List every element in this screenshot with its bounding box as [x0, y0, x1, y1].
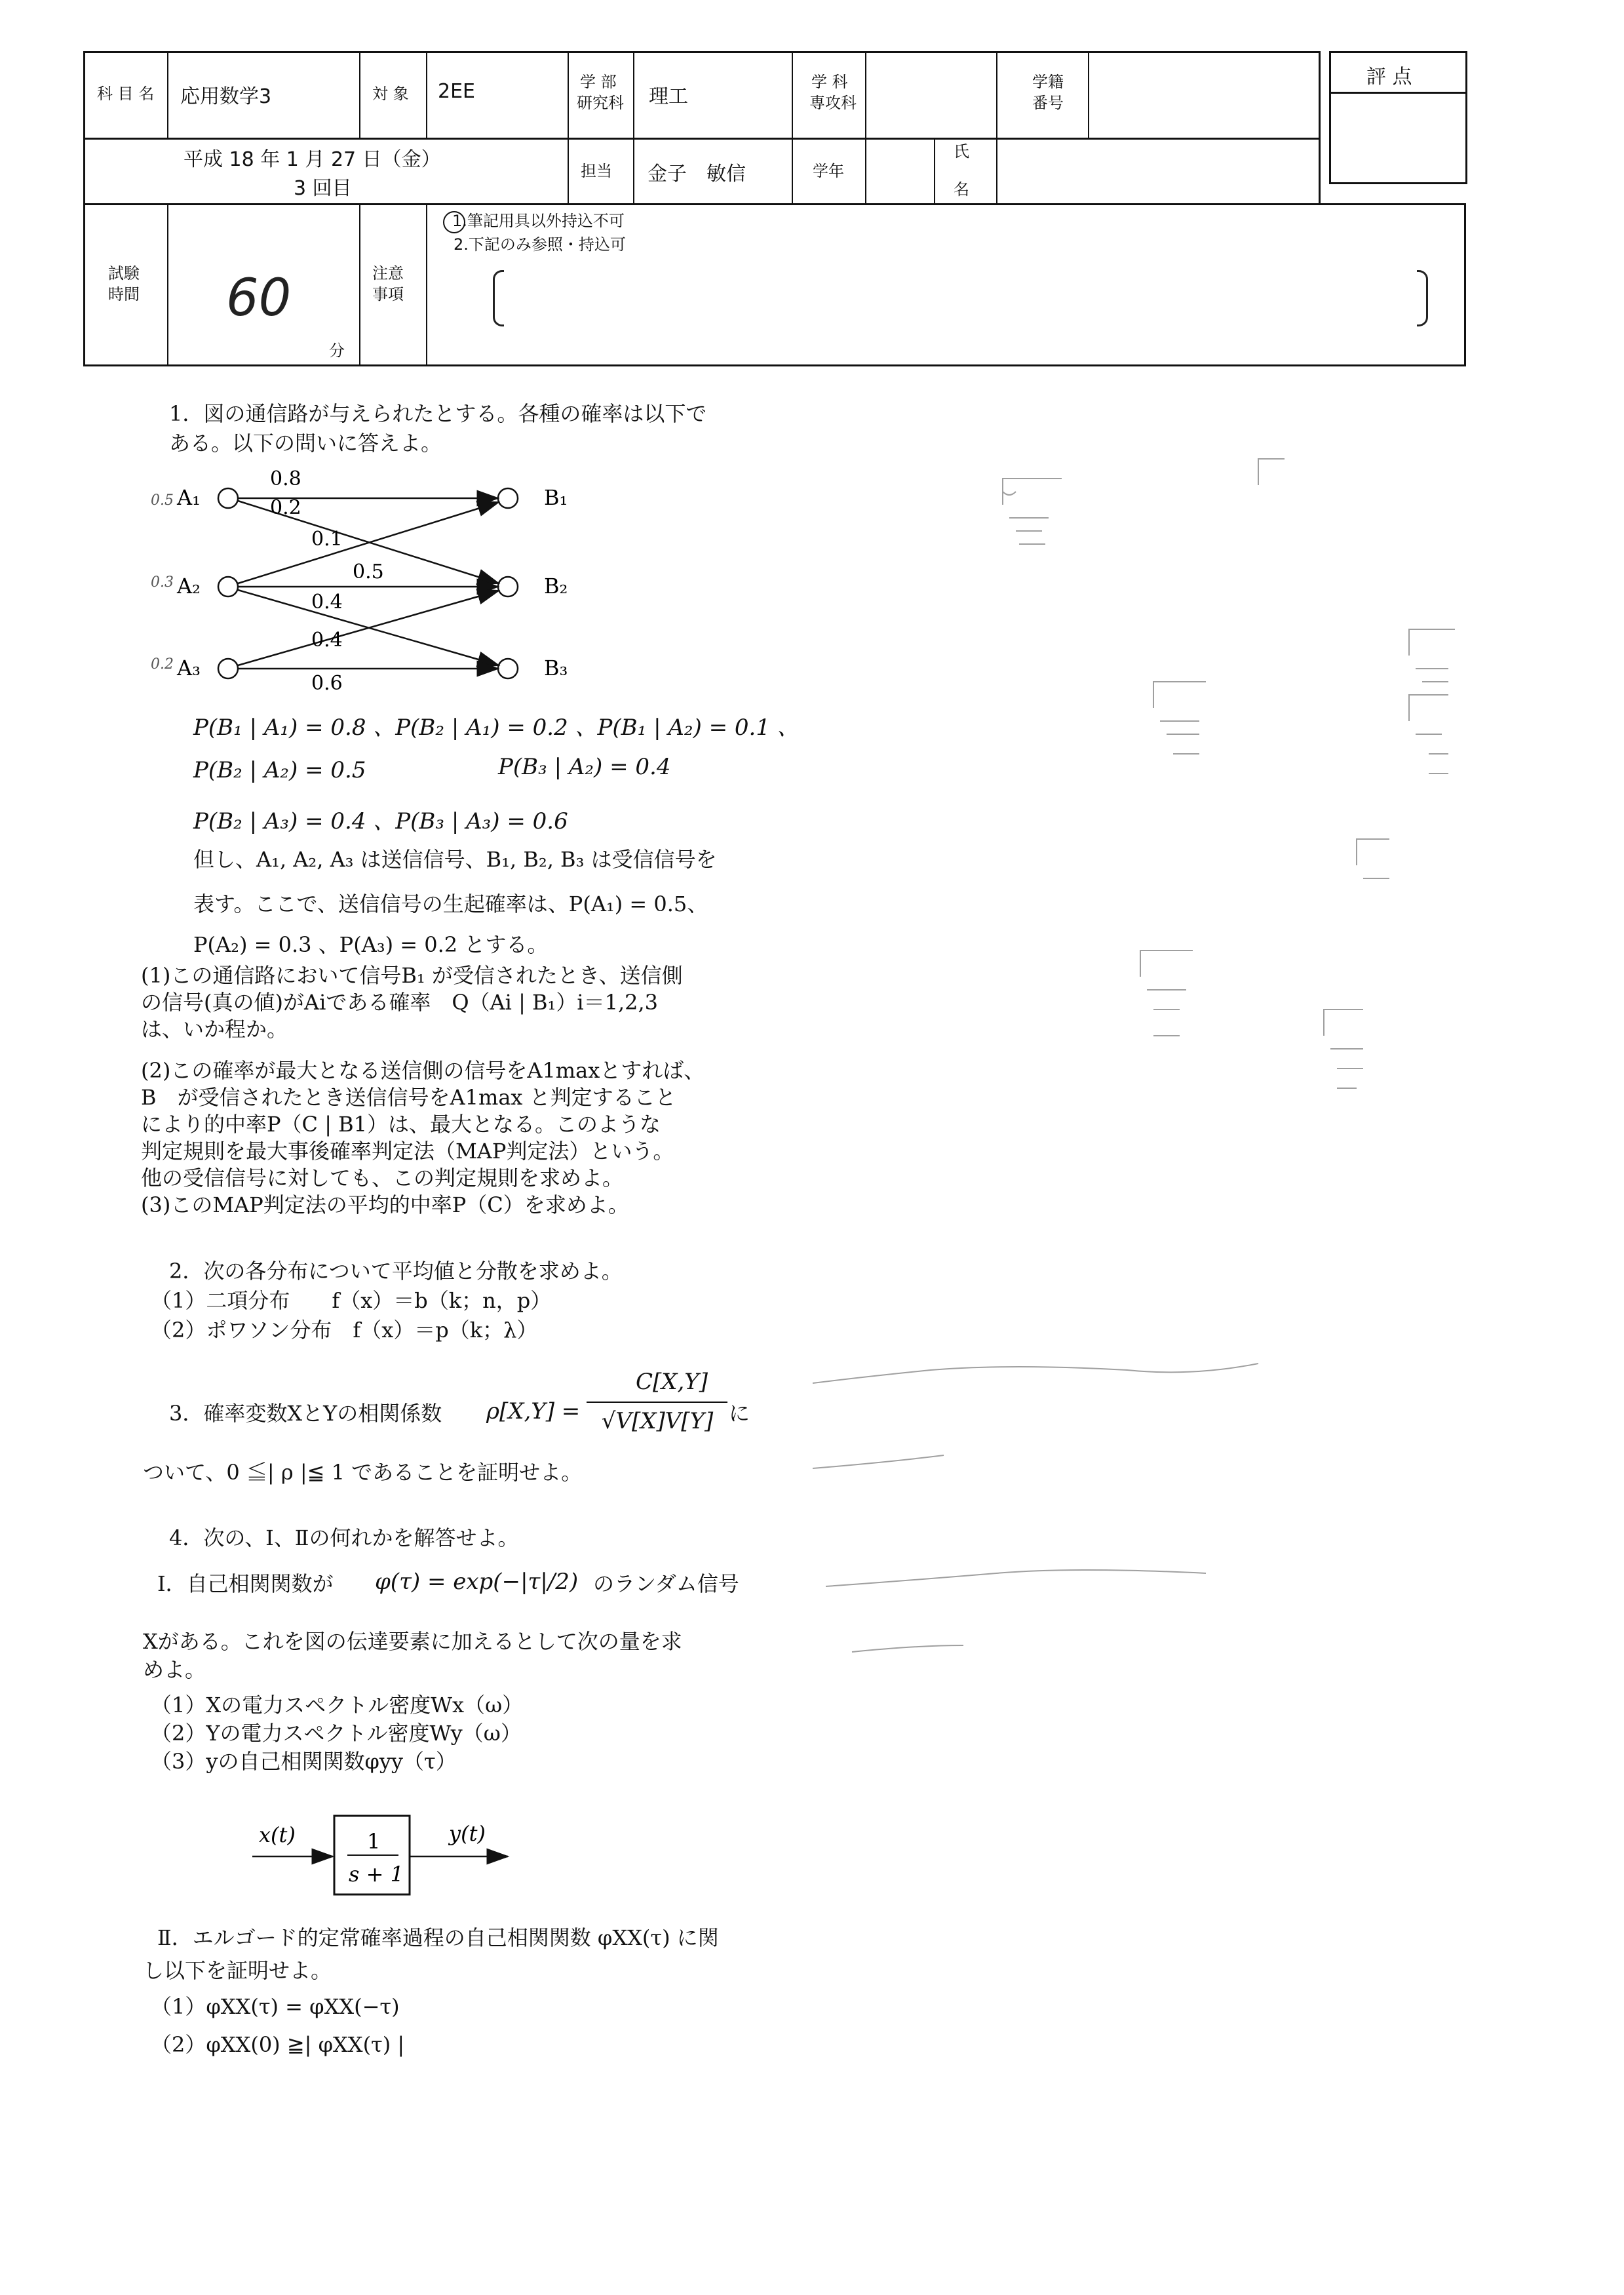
node-b3 — [498, 659, 518, 678]
student-id-label-2: 番号 — [1032, 94, 1064, 112]
time-label-2: 時間 — [108, 285, 140, 304]
node-b2 — [498, 577, 518, 597]
q1-sub2-line-4: 判定規則を最大事後確率判定法（MAP判定法）という。 — [141, 1139, 674, 1164]
node-a1 — [218, 488, 238, 508]
dept-label-1: 学 科 — [811, 73, 848, 91]
note-1: 1.筆記用具以外持込不可 — [452, 212, 625, 230]
q3-denominator: √V[X]V[Y] — [601, 1408, 714, 1434]
target-value: 2EE — [438, 80, 475, 103]
q3-line-2: ついて、0 ≦| ρ |≦ 1 であることを証明せよ。 — [143, 1460, 583, 1485]
q2-item-2: （2）ポワソン分布 f（x）＝p（k；λ） — [151, 1318, 538, 1343]
node-a3 — [218, 659, 238, 678]
transfer-block-diagram — [249, 1803, 524, 1901]
subject-label: 科 目 名 — [97, 85, 155, 103]
q1-sub2-line-1: (2)この確率が最大となる送信側の信号をA1maxとすれば、 — [141, 1058, 705, 1083]
edge-label-a2b2: 0.5 — [353, 560, 384, 583]
label-a2: A₂ — [177, 574, 201, 598]
q4-part1-formula: φ(τ) = exp(−|τ|/2) — [375, 1569, 579, 1595]
dept-label-2: 専攻科 — [809, 94, 857, 112]
edge-label-a2b3: 0.4 — [311, 591, 343, 614]
block-output-label: y(t) — [449, 1821, 486, 1846]
block-numerator: 1 — [367, 1829, 381, 1854]
block-denominator: s + 1 — [349, 1862, 404, 1887]
q4-part1-line-2: Xがある。これを図の伝達要素に加えるとして次の量を求 — [143, 1629, 682, 1654]
name-label-2: 名 — [954, 180, 969, 199]
q3-post: に — [729, 1401, 750, 1426]
q3-lhs: ρ[X,Y] = — [486, 1398, 581, 1424]
edge-label-a1b2: 0.2 — [270, 496, 301, 519]
note-2: 2.下記のみ参照・持込可 — [454, 235, 626, 254]
q4-part1-pre: Ⅰ．自己相関関数が — [157, 1571, 334, 1596]
q1-sub2-line-2: B が受信されたとき送信信号をA1max と判定すること — [141, 1085, 676, 1110]
note-label-1: 注意 — [372, 264, 404, 283]
q1-text-3: P(A₂) = 0.3 、P(A₃) = 0.2 とする。 — [193, 932, 549, 957]
q3-numerator: C[X,Y] — [635, 1369, 708, 1395]
handwritten-scribbles — [786, 446, 1507, 1691]
block-input-label: x(t) — [259, 1822, 296, 1847]
q1-text-2: 表す。ここで、送信信号の生起確率は、P(A₁) = 0.5、 — [193, 892, 708, 916]
q4-part2-item-2: （2）φXX(0) ≧| φXX(τ) | — [151, 2032, 405, 2057]
time-value: 60 — [226, 269, 292, 328]
faculty-label-1: 学 部 — [580, 73, 617, 91]
edge-label-a3b3: 0.6 — [311, 672, 343, 695]
prob-a3: 0.2 — [151, 656, 174, 673]
q1-eq-line-3: P(B₂ | A₃) = 0.4 、P(B₃ | A₃) = 0.6 — [193, 808, 568, 834]
label-b2: B₂ — [544, 574, 568, 598]
channel-diagram — [144, 459, 655, 695]
q1-intro-1: 1．図の通信路が与えられたとする。各種の確率は以下で — [169, 401, 707, 426]
q4-part2-line-2: し以下を証明せよ。 — [143, 1958, 332, 1983]
edge-label-a3b2: 0.4 — [311, 629, 343, 652]
q1-eq-line-2b: P(B₃ | A₂) = 0.4 — [498, 754, 671, 780]
q1-sub2-line-3: により的中率P（C | B1）は、最大となる。このような — [141, 1112, 661, 1137]
edge-label-a2b1: 0.1 — [311, 528, 343, 551]
target-label: 対 象 — [372, 85, 409, 103]
q3-fraction-bar — [587, 1402, 727, 1403]
time-label-1: 試験 — [108, 264, 140, 283]
node-b1 — [498, 488, 518, 508]
q4-part1-item-1: （1）Xの電力スペクトル密度Wx（ω） — [151, 1693, 524, 1717]
q1-sub1-line-3: は、いか程か。 — [141, 1017, 288, 1042]
exam-date: 平成 18 年 1 月 27 日（金） — [184, 148, 441, 171]
label-b3: B₃ — [544, 656, 568, 680]
time-unit: 分 — [329, 342, 345, 360]
q1-eq-line-2a: P(B₂ | A₂) = 0.5 — [193, 757, 366, 783]
exam-session: 3 回目 — [294, 177, 352, 200]
q1-sub2-line-5: 他の受信信号に対しても、この判定規則を求めよ。 — [141, 1166, 624, 1190]
score-label: 評 点 — [1366, 66, 1412, 88]
q3-pre: 3．確率変数XとYの相関係数 — [169, 1401, 442, 1426]
student-id-label-1: 学籍 — [1032, 73, 1064, 91]
q1-sub1-line-1: (1)この通信路において信号B₁ が受信されたとき、送信側 — [141, 963, 683, 988]
q4-part1-line-3: めよ。 — [143, 1657, 206, 1682]
q1-eq-line-1: P(B₁ | A₁) = 0.8 、P(B₂ | A₁) = 0.2 、P(B₁ | A₂) = 0.1 、 — [193, 715, 800, 741]
year-label: 学年 — [813, 162, 844, 180]
q2-title: 2．次の各分布について平均値と分散を求めよ。 — [169, 1259, 623, 1284]
q1-sub3: (3)このMAP判定法の平均的中率P（C）を求めよ。 — [141, 1192, 629, 1217]
q4-part1-post: のランダム信号 — [593, 1571, 739, 1596]
faculty-label-2: 研究科 — [577, 94, 624, 112]
label-a1: A₁ — [177, 485, 201, 510]
node-a2 — [218, 577, 238, 597]
note-bracket-right — [1417, 270, 1428, 326]
faculty-value: 理工 — [649, 85, 688, 108]
note-1-circle — [443, 211, 465, 233]
q4-part1-item-3: （3）yの自己相関関数φyy（τ） — [151, 1749, 457, 1774]
note-bracket-left — [493, 270, 504, 326]
name-label-1: 氏 — [954, 142, 969, 161]
edge-label-a1b1: 0.8 — [270, 467, 301, 490]
q4-part2-line-1: Ⅱ．エルゴード的定常確率過程の自己相関関数 φXX(τ) に関 — [157, 1925, 719, 1950]
q4-part2-item-1: （1）φXX(τ) = φXX(−τ) — [151, 1994, 400, 2019]
teacher-name: 金子 敏信 — [648, 163, 746, 186]
label-b1: B₁ — [544, 485, 568, 510]
q1-text-1: 但し、A₁, A₂, A₃ は送信信号、B₁, B₂, B₃ は受信信号を — [193, 847, 717, 872]
prob-a1: 0.5 — [151, 492, 174, 509]
subject-value: 応用数学3 — [180, 85, 272, 108]
teacher-label: 担当 — [581, 162, 612, 180]
note-label-2: 事項 — [372, 285, 404, 304]
label-a3: A₃ — [177, 656, 201, 680]
q1-sub1-line-2: の信号(真の値)がAiである確率 Q（Ai | B₁）i＝1,2,3 — [141, 990, 659, 1015]
q2-item-1: （1）二項分布 f（x）＝b（k；n，p） — [151, 1288, 552, 1313]
q4-part1-item-2: （2）Yの電力スペクトル密度Wy（ω） — [151, 1721, 522, 1746]
prob-a2: 0.3 — [151, 574, 174, 591]
q4-title: 4．次の、Ⅰ、Ⅱの何れかを解答せよ。 — [169, 1525, 519, 1550]
q1-intro-2: ある。以下の問いに答えよ。 — [169, 431, 442, 456]
